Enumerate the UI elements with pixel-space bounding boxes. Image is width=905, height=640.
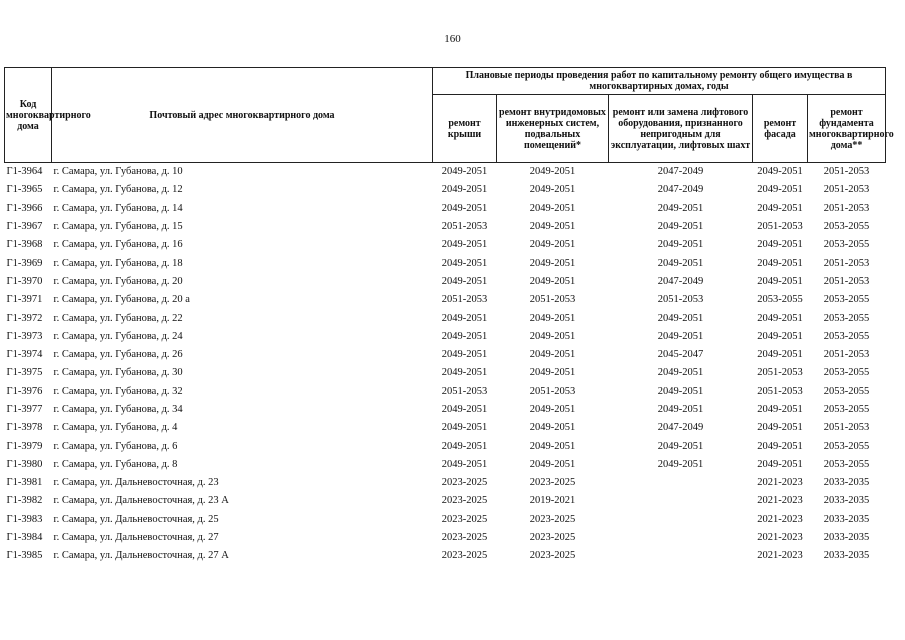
cell-address: г. Самара, ул. Губанова, д. 24	[53, 330, 183, 342]
cell-elevator: 2047-2049	[657, 166, 704, 178]
table-body	[5, 163, 886, 566]
cell-code: Г1-3969	[6, 257, 43, 269]
cell-elevator: 2051-2053	[657, 294, 704, 306]
cell-systems: 2049-2051	[529, 221, 576, 233]
cell-systems: 2023-2025	[529, 477, 576, 489]
cell-address: г. Самара, ул. Губанова, д. 8	[53, 458, 178, 470]
cell-elevator: 2049-2051	[657, 385, 704, 397]
cell-systems: 2049-2051	[529, 275, 576, 287]
cell-roof: 2049-2051	[441, 239, 488, 251]
cell-foundation: 2053-2055	[823, 312, 870, 324]
page-number: 160	[444, 33, 461, 45]
cell-systems: 2049-2051	[529, 440, 576, 452]
cell-facade: 2049-2051	[757, 166, 803, 178]
cell-facade: 2049-2051	[757, 312, 803, 324]
cell-elevator: 2047-2049	[657, 275, 704, 287]
cell-code: Г1-3983	[6, 513, 43, 525]
cell-roof: 2049-2051	[441, 404, 488, 415]
cell-foundation: 2053-2055	[823, 385, 870, 397]
cell-address: г. Самара, ул. Губанова, д. 14	[53, 202, 183, 214]
cell-elevator	[609, 511, 753, 529]
cell-address: г. Самара, ул. Губанова, д. 10	[53, 166, 183, 178]
cell-facade: 2021-2023	[757, 550, 803, 562]
cell-foundation: 2051-2053	[823, 275, 870, 287]
cell-roof: 2049-2051	[441, 202, 488, 214]
table-row	[5, 236, 886, 254]
cell-address: г. Самара, ул. Губанова, д. 18	[53, 257, 183, 269]
table-row	[5, 181, 886, 199]
table-row	[5, 492, 886, 510]
cell-address: г. Самара, ул. Губанова, д. 20	[53, 275, 183, 287]
cell-code: Г1-3982	[6, 495, 43, 507]
cell-foundation: 2053-2055	[823, 221, 870, 233]
cell-facade: 2049-2051	[757, 422, 803, 434]
cell-facade: 2049-2051	[757, 275, 803, 287]
cell-roof: 2049-2051	[441, 458, 488, 470]
cell-elevator: 2049-2051	[657, 440, 704, 452]
cell-address: г. Самара, ул. Дальневосточная, д. 23	[53, 477, 219, 489]
cell-systems: 2023-2025	[529, 513, 576, 525]
cell-foundation: 2053-2055	[823, 294, 870, 306]
cell-foundation: 2053-2055	[823, 367, 870, 379]
cell-address: г. Самара, ул. Губанова, д. 4	[53, 422, 178, 434]
cell-systems: 2049-2051	[529, 312, 576, 324]
table-row	[5, 309, 886, 327]
cell-address: г. Самара, ул. Губанова, д. 12	[53, 184, 183, 196]
cell-roof: 2049-2051	[441, 312, 488, 324]
cell-address: г. Самара, ул. Дальневосточная, д. 27	[53, 532, 219, 544]
cell-code: Г1-3966	[6, 202, 43, 214]
cell-systems: 2049-2051	[529, 330, 576, 342]
table-row	[5, 511, 886, 529]
cell-address: г. Самара, ул. Дальневосточная, д. 23 А	[53, 495, 229, 507]
cell-systems: 2049-2051	[529, 349, 576, 361]
cell-foundation: 2033-2035	[823, 495, 870, 507]
cell-elevator: 2049-2051	[657, 330, 704, 342]
cell-address: г. Самара, ул. Губанова, д. 16	[53, 239, 183, 251]
table-row	[5, 291, 886, 309]
header-systems: ремонт внутридомовых инженерных систем, подвальных помещений*	[497, 95, 609, 163]
cell-elevator	[609, 474, 753, 492]
cell-foundation: 2051-2053	[823, 166, 870, 178]
cell-address: г. Самара, ул. Губанова, д. 15	[53, 221, 183, 233]
cell-foundation: 2053-2055	[823, 458, 870, 470]
cell-facade: 2049-2051	[757, 440, 803, 452]
cell-facade: 2049-2051	[757, 184, 803, 196]
cell-code: Г1-3968	[6, 239, 43, 251]
cell-roof: 2049-2051	[441, 184, 488, 196]
cell-foundation: 2051-2053	[823, 422, 870, 434]
cell-code: Г1-3971	[6, 294, 43, 306]
cell-elevator	[609, 529, 753, 547]
cell-foundation: 2051-2053	[823, 202, 870, 214]
cell-foundation: 2051-2053	[823, 349, 870, 361]
cell-address: г. Самара, ул. Губанова, д. 32	[53, 385, 183, 397]
header-address: Почтовый адрес многоквартирного дома	[52, 68, 433, 163]
cell-code: Г1-3977	[6, 404, 43, 415]
cell-address: г. Самара, ул. Губанова, д. 6	[53, 440, 178, 452]
cell-address: г. Самара, ул. Губанова, д. 30	[53, 367, 183, 379]
cell-code: Г1-3985	[6, 550, 43, 562]
header-planned-periods: Плановые периоды проведения работ по капитальному ремонту общего имущества в многоквартирных домах, годы	[433, 68, 886, 95]
cell-code: Г1-3981	[6, 477, 43, 489]
cell-facade: 2021-2023	[757, 477, 803, 489]
header-roof: ремонт крыши	[433, 95, 497, 163]
cell-foundation: 2033-2035	[823, 477, 870, 489]
cell-code: Г1-3967	[6, 221, 43, 233]
cell-code: Г1-3970	[6, 275, 43, 287]
cell-code: Г1-3980	[6, 458, 43, 470]
cell-systems: 2049-2051	[529, 404, 576, 415]
cell-elevator: 2049-2051	[657, 239, 704, 251]
cell-facade: 2051-2053	[757, 385, 803, 397]
cell-roof: 2049-2051	[441, 166, 488, 178]
cell-facade: 2049-2051	[757, 404, 803, 415]
table-row	[5, 254, 886, 272]
cell-facade: 2049-2051	[757, 257, 803, 269]
cell-systems: 2049-2051	[529, 367, 576, 379]
cell-elevator: 2049-2051	[657, 221, 704, 233]
table-row	[5, 218, 886, 236]
cell-facade: 2021-2023	[757, 532, 803, 544]
cell-elevator: 2045-2047	[657, 349, 704, 361]
cell-facade: 2049-2051	[757, 349, 803, 361]
cell-code: Г1-3974	[6, 349, 43, 361]
cell-elevator: 2049-2051	[657, 404, 704, 415]
cell-elevator: 2047-2049	[657, 422, 704, 434]
cell-elevator: 2049-2051	[657, 312, 704, 324]
cell-roof: 2023-2025	[441, 513, 488, 525]
cell-systems: 2023-2025	[529, 550, 576, 562]
header-facade: ремонт фасада	[753, 95, 808, 163]
cell-foundation: 2053-2055	[823, 239, 870, 251]
cell-systems: 2019-2021	[529, 495, 576, 507]
cell-facade: 2021-2023	[757, 513, 803, 525]
cell-code: Г1-3965	[6, 184, 43, 196]
cell-code: Г1-3979	[6, 440, 43, 452]
cell-systems: 2023-2025	[529, 532, 576, 544]
cell-facade: 2049-2051	[757, 330, 803, 342]
cell-systems: 2049-2051	[529, 184, 576, 196]
cell-roof: 2051-2053	[441, 385, 488, 397]
cell-roof: 2049-2051	[441, 367, 488, 379]
cell-elevator: 2049-2051	[657, 458, 704, 470]
cell-facade: 2051-2053	[757, 367, 803, 379]
cell-facade: 2049-2051	[757, 458, 803, 470]
table-row	[5, 200, 886, 218]
cell-foundation: 2051-2053	[823, 184, 870, 196]
cell-elevator: 2049-2051	[657, 257, 704, 269]
cell-foundation: 2051-2053	[823, 257, 870, 269]
cell-code: Г1-3972	[6, 312, 43, 324]
cell-systems: 2049-2051	[529, 166, 576, 178]
cell-roof: 2023-2025	[441, 477, 488, 489]
table-row	[5, 163, 886, 182]
table-row	[5, 437, 886, 455]
cell-facade: 2051-2053	[757, 221, 803, 233]
table-row	[5, 474, 886, 492]
cell-address: г. Самара, ул. Губанова, д. 22	[53, 312, 183, 324]
cell-foundation: 2053-2055	[823, 440, 870, 452]
cell-roof: 2049-2051	[441, 440, 488, 452]
table-row	[5, 328, 886, 346]
cell-elevator: 2047-2049	[657, 184, 704, 196]
cell-systems: 2049-2051	[529, 422, 576, 434]
cell-roof: 2049-2051	[441, 349, 488, 361]
cell-code: Г1-3973	[6, 330, 43, 342]
cell-address: г. Самара, ул. Губанова, д. 34	[53, 404, 183, 415]
cell-elevator	[609, 547, 753, 565]
cell-code: Г1-3984	[6, 532, 43, 544]
cell-systems: 2051-2053	[529, 385, 576, 397]
cell-facade: 2053-2055	[757, 294, 803, 306]
cell-elevator: 2049-2051	[657, 202, 704, 214]
cell-code: Г1-3964	[6, 166, 43, 178]
cell-address: г. Самара, ул. Дальневосточная, д. 25	[53, 513, 219, 525]
cell-elevator: 2049-2051	[657, 367, 704, 379]
cell-roof: 2023-2025	[441, 532, 488, 544]
cell-address: г. Самара, ул. Губанова, д. 26	[53, 349, 183, 361]
cell-roof: 2049-2051	[441, 330, 488, 342]
cell-facade: 2049-2051	[757, 239, 803, 251]
table-row	[5, 364, 886, 382]
cell-roof: 2023-2025	[441, 495, 488, 507]
cell-foundation: 2053-2055	[823, 330, 870, 342]
cell-foundation: 2033-2035	[823, 513, 870, 525]
cell-code: Г1-3978	[6, 422, 43, 434]
table-row	[5, 456, 886, 474]
cell-roof: 2049-2051	[441, 257, 488, 269]
cell-systems: 2051-2053	[529, 294, 576, 306]
cell-address: г. Самара, ул. Губанова, д. 20 а	[53, 294, 190, 306]
cell-roof: 2049-2051	[441, 422, 488, 434]
cell-elevator	[609, 492, 753, 510]
cell-facade: 2049-2051	[757, 202, 803, 214]
cell-roof: 2023-2025	[441, 550, 488, 562]
cell-roof: 2051-2053	[441, 221, 488, 233]
cell-facade: 2021-2023	[757, 495, 803, 507]
table-row	[5, 547, 886, 565]
cell-systems: 2049-2051	[529, 202, 576, 214]
cell-systems: 2049-2051	[529, 257, 576, 269]
table-row	[5, 401, 886, 419]
table-row	[5, 419, 886, 437]
table-row	[5, 529, 886, 547]
cell-foundation: 2033-2035	[823, 532, 870, 544]
header-foundation: ремонт фундамента многоквартирного дома**	[808, 95, 886, 163]
table-row	[5, 346, 886, 364]
cell-foundation: 2033-2035	[823, 550, 870, 562]
table-row	[5, 383, 886, 401]
header-elevator: ремонт или замена лифтового оборудования, признанного непригодным для эксплуатации, лифтовых шахт	[609, 95, 753, 163]
header-code: Код многоквартирного дома	[5, 68, 52, 163]
cell-roof: 2051-2053	[441, 294, 488, 306]
table-row	[5, 273, 886, 291]
cell-systems: 2049-2051	[529, 239, 576, 251]
cell-address: г. Самара, ул. Дальневосточная, д. 27 А	[53, 550, 229, 562]
cell-code: Г1-3975	[6, 367, 43, 379]
capital-repair-table	[4, 67, 894, 566]
cell-systems: 2049-2051	[529, 458, 576, 470]
cell-roof: 2049-2051	[441, 275, 488, 287]
cell-foundation: 2053-2055	[823, 404, 870, 415]
cell-code: Г1-3976	[6, 385, 43, 397]
